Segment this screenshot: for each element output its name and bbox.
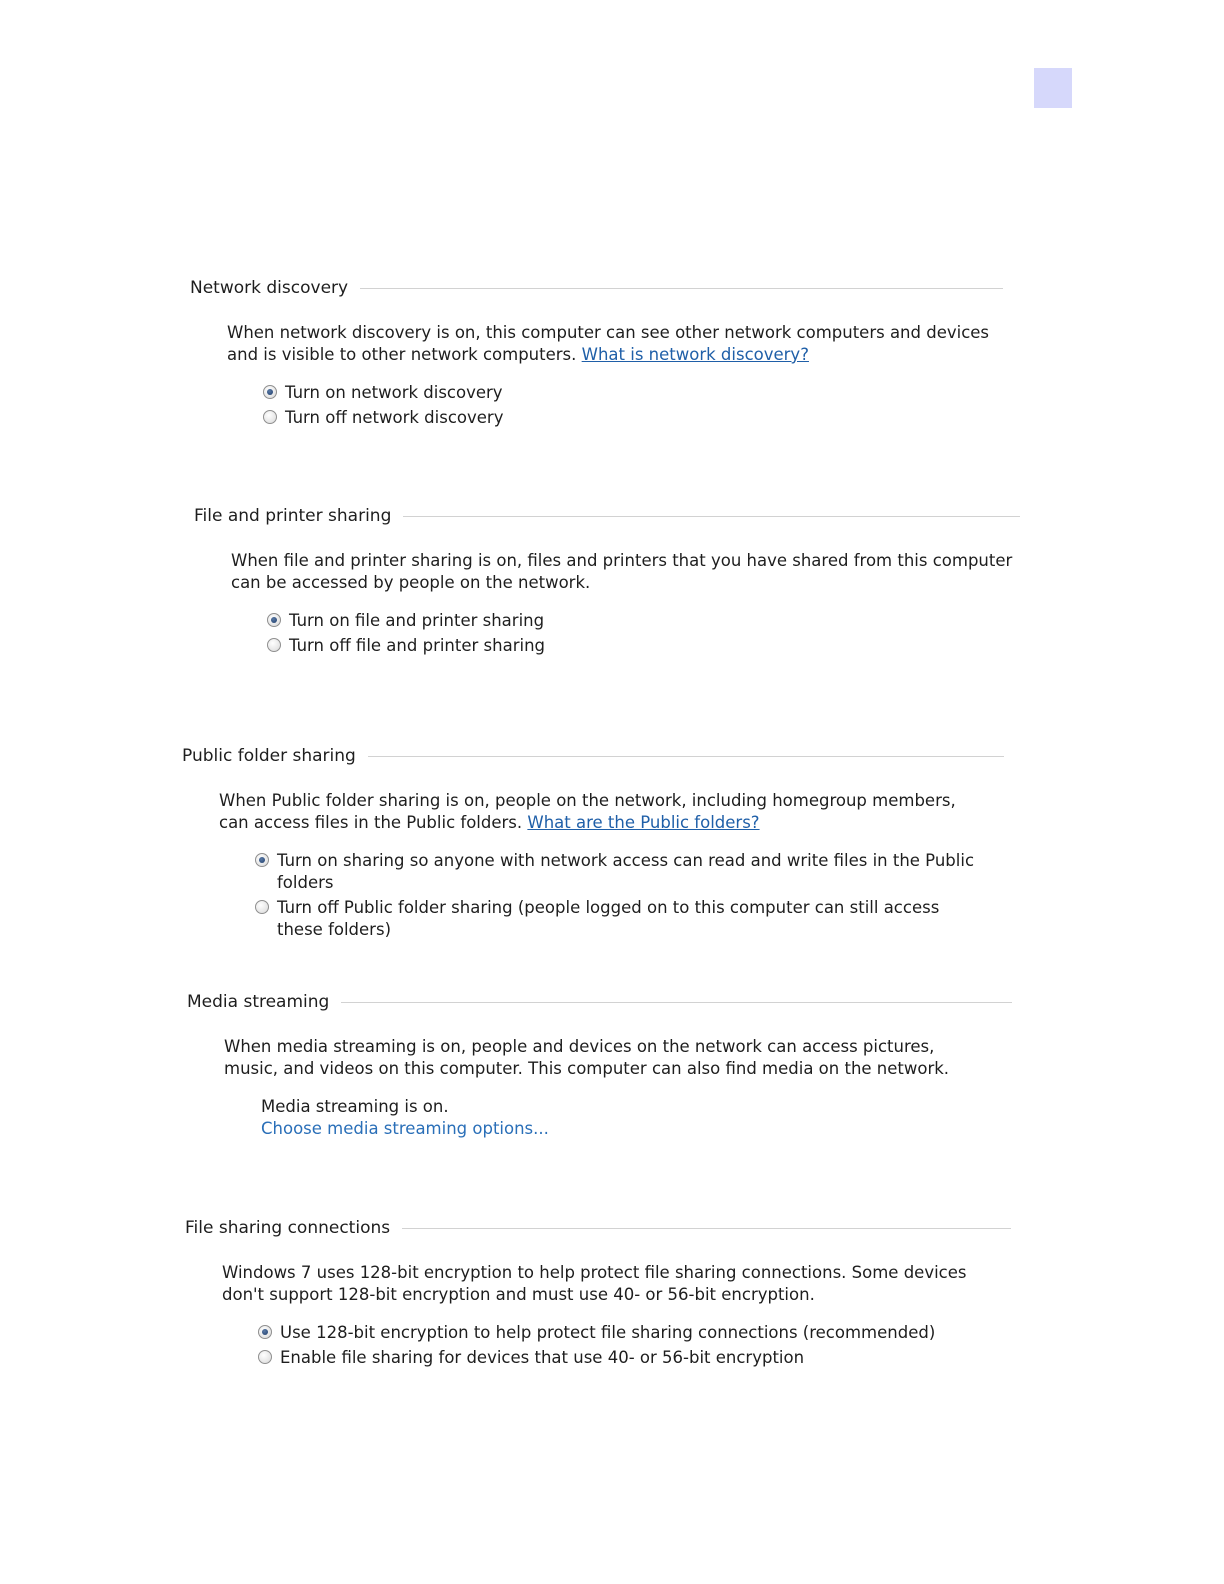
enable-40-56-bit-encryption-radio[interactable] xyxy=(258,1347,1011,1369)
radio-unselected-icon[interactable] xyxy=(263,410,277,424)
option-label: Turn off file and printer sharing xyxy=(289,636,546,655)
option-label: Turn on network discovery xyxy=(285,383,503,402)
radio-selected-icon[interactable] xyxy=(267,613,281,627)
section-description xyxy=(231,550,1020,594)
section-divider xyxy=(368,756,1004,757)
option-label: Turn on file and printer sharing xyxy=(289,611,545,630)
section-divider xyxy=(403,516,1020,517)
turn-off-network-discovery-radio[interactable] xyxy=(263,407,1003,429)
section-description xyxy=(222,1262,982,1306)
section-title: Network discovery xyxy=(190,278,349,298)
section-header xyxy=(187,990,1012,1014)
option-label: Use 128-bit encryption to help protect file sharing connections (recommended) xyxy=(280,1323,936,1342)
option-label: Turn on sharing so anyone with network access can read and write files in the Public folders xyxy=(277,851,975,892)
option-label: Turn off network discovery xyxy=(285,408,504,427)
radio-selected-icon[interactable] xyxy=(255,853,269,867)
turn-off-file-printer-sharing-radio[interactable] xyxy=(267,635,1020,657)
section-divider xyxy=(402,1228,1011,1229)
radio-selected-icon[interactable] xyxy=(263,385,277,399)
radio-selected-icon[interactable] xyxy=(258,1325,272,1339)
description-text: When file and printer sharing is on, files and printers that you have shared from this computer can be accessed by people on the network. xyxy=(231,551,1013,592)
description-text: When media streaming is on, people and devices on the network can access pictures, music, and videos on this computer. This computer can also find media on the network. xyxy=(224,1037,950,1078)
media-streaming-section xyxy=(187,990,1012,1140)
section-header xyxy=(194,504,1020,528)
section-description xyxy=(224,1036,989,1080)
use-128-bit-encryption-radio[interactable] xyxy=(258,1322,1011,1344)
section-header xyxy=(190,276,1003,300)
page-corner-tab xyxy=(1034,68,1072,108)
section-description xyxy=(219,790,964,834)
choose-media-streaming-options-link[interactable]: Choose media streaming options... xyxy=(261,1119,549,1138)
media-streaming-status-block xyxy=(261,1096,1012,1140)
radio-group xyxy=(267,610,1020,657)
turn-on-file-printer-sharing-radio[interactable] xyxy=(267,610,1020,632)
section-description xyxy=(227,322,1003,366)
option-label: Turn off Public folder sharing (people logged on to this computer can still access these folders) xyxy=(277,898,940,939)
turn-off-public-folder-sharing-radio[interactable] xyxy=(255,897,970,941)
section-header xyxy=(182,744,1004,768)
section-title: Public folder sharing xyxy=(182,746,356,766)
what-are-public-folders-link[interactable]: What are the Public folders? xyxy=(527,813,760,832)
section-divider xyxy=(341,1002,1012,1003)
section-divider xyxy=(360,288,1003,289)
radio-unselected-icon[interactable] xyxy=(255,900,269,914)
network-discovery-section xyxy=(190,276,1003,432)
what-is-network-discovery-link[interactable]: What is network discovery? xyxy=(581,345,809,364)
description-text: When Public folder sharing is on, people on the network, including homegroup members, can access files in the Public folders. xyxy=(219,791,956,832)
media-streaming-status: Media streaming is on. xyxy=(261,1097,449,1116)
section-header xyxy=(185,1216,1011,1240)
turn-on-network-discovery-radio[interactable] xyxy=(263,382,1003,404)
public-folder-sharing-section xyxy=(182,744,1004,944)
radio-group xyxy=(263,382,1003,429)
section-title: Media streaming xyxy=(187,992,330,1012)
file-sharing-connections-section xyxy=(185,1216,1011,1372)
turn-on-public-folder-sharing-radio[interactable] xyxy=(255,850,1004,894)
radio-group xyxy=(258,1322,1011,1369)
file-printer-sharing-section xyxy=(194,504,1020,660)
radio-group xyxy=(255,850,1004,941)
description-text: Windows 7 uses 128-bit encryption to help protect file sharing connections. Some devices don't support 128-bit encryption and must use 40- or 56-bit encryption. xyxy=(222,1263,967,1304)
option-label: Enable file sharing for devices that use 40- or 56-bit encryption xyxy=(280,1348,805,1367)
description-text: When network discovery is on, this computer can see other network computers and devices and is visible to other network computers. xyxy=(227,323,990,364)
section-title: File and printer sharing xyxy=(194,506,392,526)
radio-unselected-icon[interactable] xyxy=(258,1350,272,1364)
radio-unselected-icon[interactable] xyxy=(267,638,281,652)
section-title: File sharing connections xyxy=(185,1218,391,1238)
